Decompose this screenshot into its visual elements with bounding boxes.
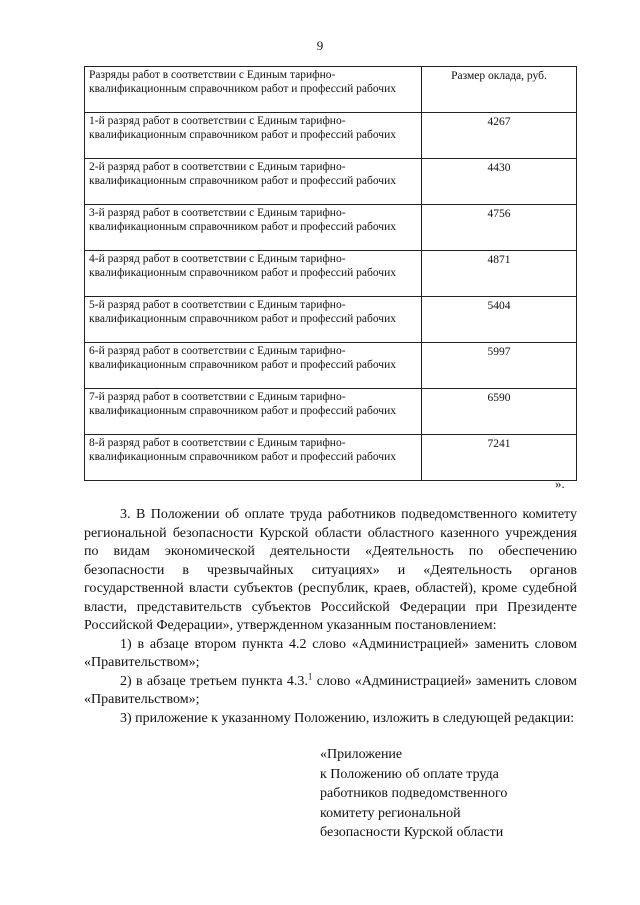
appendix-line: «Приложение [320, 747, 403, 762]
paragraph-3: 3. В Положении об оплате труда работников подведомственного комитету региональной безопасности Курской области областного казенного учреждения по видам экономической деятельности «Деятельность по обеспечению безопасности в чрезвычайных ситуациях» и «Деятельность органов государственной власти субъектов (республик, краев, областей), кроме судебной власти, представительств субъектов Российской Федерации при Президенте Российской Федерации», утвержденном указанным постановлением: [84, 507, 577, 633]
appendix-line: комитету региональной [320, 805, 461, 821]
row-grade-label: 2-й разряд работ в соответствии с Единым тарифно-квалификационным справочником работ и профессий рабочих [85, 159, 422, 205]
row-salary-value: 4267 [422, 113, 577, 159]
appendix-line: безопасности Курской области [320, 825, 504, 840]
row-grade-label: 6-й разряд работ в соответствии с Единым тарифно-квалификационным справочником работ и профессий рабочих [85, 343, 422, 389]
item-2-text-start: 2) в абзаце третьем пункта 4.3. [120, 673, 308, 689]
appendix-line: к Положению об оплате труда [320, 766, 499, 782]
row-grade-label: 3-й разряд работ в соответствии с Единым тарифно-квалификационным справочником работ и профессий рабочих [85, 205, 422, 251]
table-row [85, 343, 577, 389]
row-grade-label: 1-й разряд работ в соответствии с Единым тарифно-квалификационным справочником работ и профессий рабочих [85, 113, 422, 159]
table-row [85, 113, 577, 159]
appendix-line: работников подведомственного [320, 786, 508, 801]
appendix-heading [320, 745, 507, 843]
row-grade-label: 5-й разряд работ в соответствии с Единым тарифно-квалификационным справочником работ и профессий рабочих [85, 297, 422, 343]
row-salary-value: 4756 [422, 205, 577, 251]
table-row [85, 205, 577, 251]
row-grade-label: 8-й разряд работ в соответствии с Единым тарифно-квалификационным справочником работ и профессий рабочих [85, 435, 422, 481]
salary-table [84, 66, 577, 481]
item-2-text-end: слово «Администрацией» заменить словом «Правительством»; [84, 673, 577, 707]
row-salary-value: 5997 [422, 343, 577, 389]
table-header-row [85, 67, 577, 113]
item-2-superscript: 1 [307, 670, 313, 681]
body-text [84, 506, 577, 728]
row-salary-value: 7241 [422, 435, 577, 481]
row-salary-value: 6590 [422, 389, 577, 435]
item-1: 1) в абзаце втором пункта 4.2 слово «Администрацией» заменить словом «Правительством»; [84, 636, 577, 670]
header-grade: Разряды работ в соответствии с Единым тарифно-квалификационным справочником работ и профессий рабочих [85, 67, 422, 113]
header-salary: Размер оклада, руб. [422, 67, 577, 113]
item-2 [84, 670, 577, 710]
table-row [85, 389, 577, 435]
row-salary-value: 5404 [422, 297, 577, 343]
table-row [85, 435, 577, 481]
row-grade-label: 4-й разряд работ в соответствии с Единым тарифно-квалификационным справочником работ и профессий рабочих [85, 251, 422, 297]
table-row [85, 159, 577, 205]
table-row [85, 251, 577, 297]
table-row [85, 297, 577, 343]
row-salary-value: 4430 [422, 159, 577, 205]
row-grade-label: 7-й разряд работ в соответствии с Единым тарифно-квалификационным справочником работ и профессий рабочих [85, 389, 422, 435]
table-close-mark: ». [555, 476, 565, 491]
item-3: 3) приложение к указанному Положению, изложить в следующей редакции: [120, 710, 575, 726]
row-salary-value: 4871 [422, 251, 577, 297]
page-number: 9 [316, 38, 324, 53]
